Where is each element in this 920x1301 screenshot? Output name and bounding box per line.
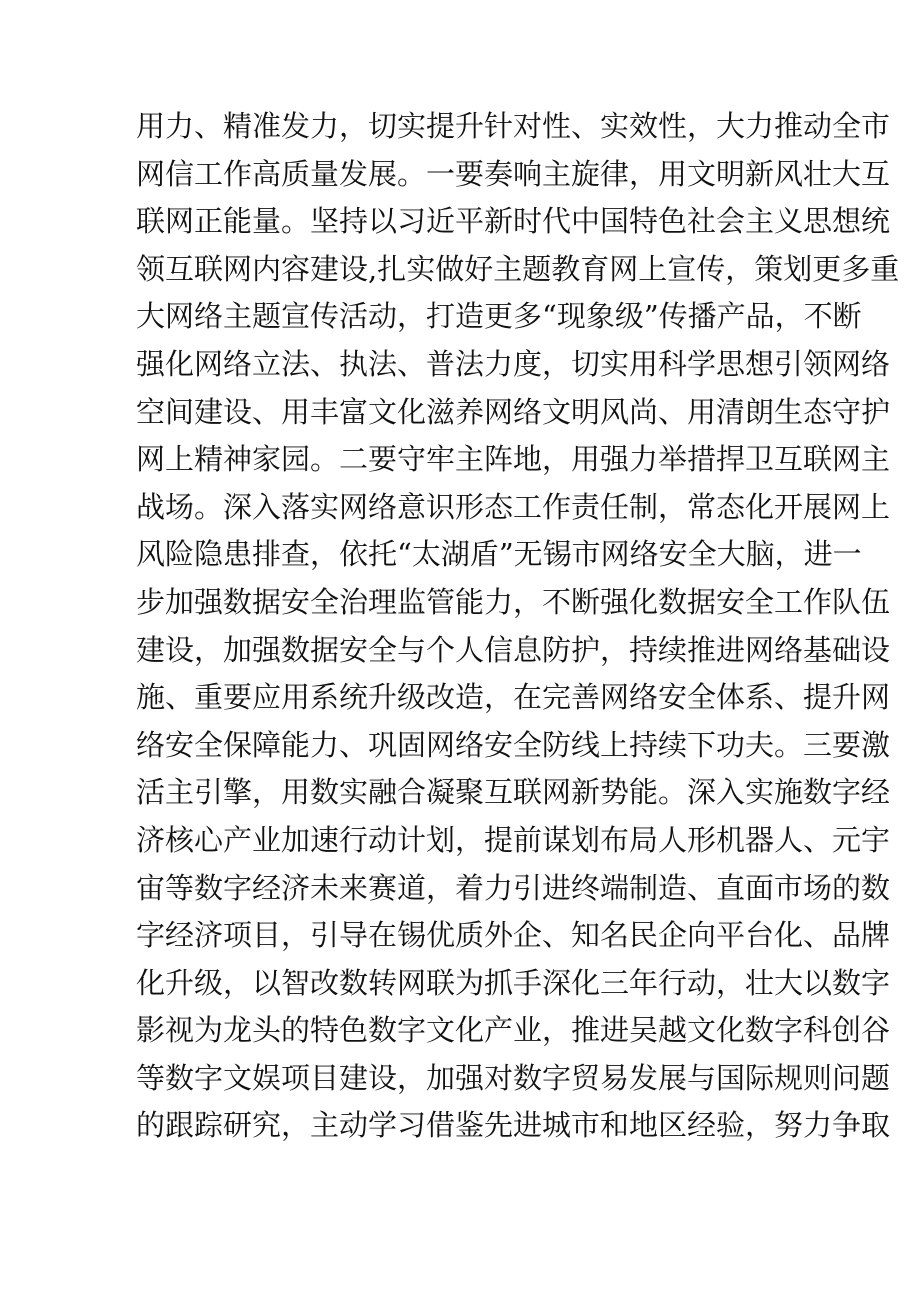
text-line: 宙等数字经济未来赛道，着力引进终端制造、直面市场的数 [136,870,891,905]
text-line: 领互联网内容建设,扎实做好主题教育网上宣传，策划更多重 [136,251,900,286]
text-line: 空间建设、用丰富文化滋养网络文明风尚、用清朗生态守护 [136,394,891,429]
text-line: 风险隐患排查，依托“太湖盾”无锡市网络安全大脑，进一 [136,537,862,572]
text-line: 活主引擎，用数实融合凝聚互联网新势能。深入实施数字经 [136,775,891,810]
text-line: 大网络主题宣传活动，打造更多“现象级”传播产品，不断 [136,299,862,334]
text-line: 步加强数据安全治理监管能力，不断强化数据安全工作队伍 [136,584,891,619]
text-line: 络安全保障能力、巩固网络安全防线上持续下功夫。三要激 [136,727,891,762]
text-line: 化升级，以智改数转网联为抓手深化三年行动，壮大以数字 [136,965,891,1000]
text-line: 战场。深入落实网络意识形态工作责任制，常态化开展网上 [136,489,891,524]
text-line: 联网正能量。坚持以习近平新时代中国特色社会主义思想统 [136,204,891,239]
text-line: 影视为龙头的特色数字文化产业，推进吴越文化数字科创谷 [136,1013,891,1048]
text-line: 用力、精准发力，切实提升针对性、实效性，大力推动全市 [136,109,891,143]
text-line: 施、重要应用系统升级改造，在完善网络安全体系、提升网 [136,680,891,715]
text-line: 等数字文娱项目建设，加强对数字贸易发展与国际规则问题 [136,1060,891,1095]
text-line: 的跟踪研究，主动学习借鉴先进城市和地区经验，努力争取 [136,1108,891,1143]
body-paragraph [136,103,900,1150]
text-line: 网上精神家园。二要守牢主阵地，用强力举措捍卫互联网主 [136,442,891,477]
text-line: 网信工作高质量发展。一要奏响主旋律，用文明新风壮大互 [136,156,891,191]
text-line: 济核心产业加速行动计划，提前谋划布局人形机器人、元宇 [136,822,891,857]
text-line: 强化网络立法、执法、普法力度，切实用科学思想引领网络 [136,346,891,381]
text-line: 字经济项目，引导在锡优质外企、知名民企向平台化、品牌 [136,918,891,953]
text-line: 建设，加强数据安全与个人信息防护，持续推进网络基础设 [136,632,891,667]
